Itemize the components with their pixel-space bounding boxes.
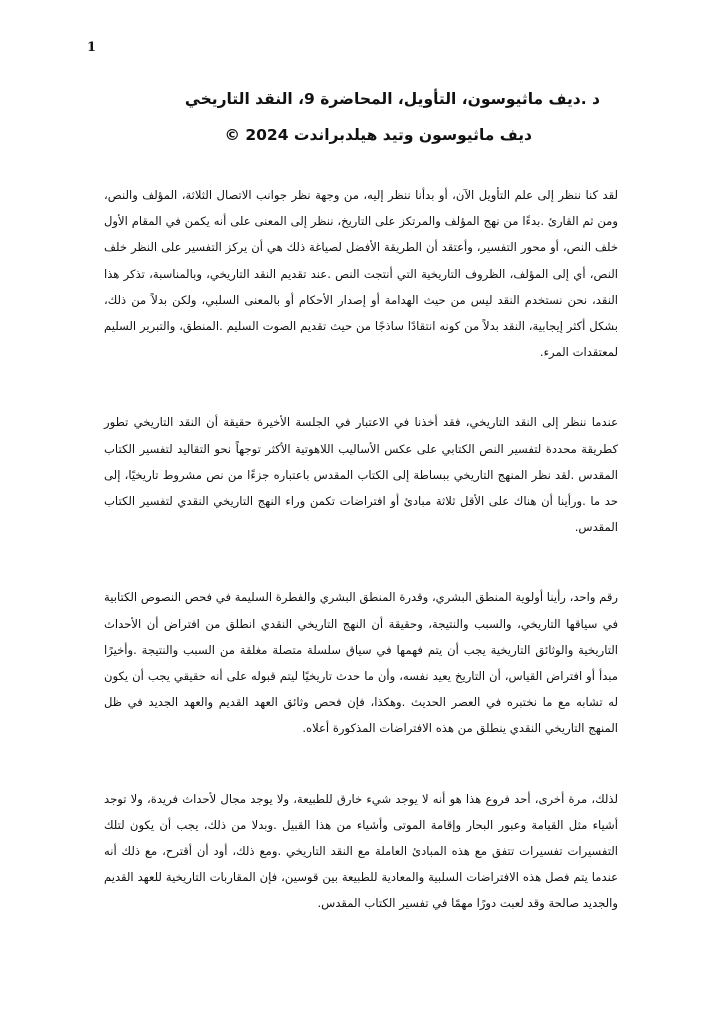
lecture-title: د .ديف ماثيوسون، التأويل، المحاضرة 9، النقد التاريخي [184, 90, 600, 108]
page-number: 1 [87, 40, 97, 55]
document-body [104, 182, 618, 961]
paragraph-1: لقد كنا ننظر إلى علم التأويل الآن، أو بدأنا ننظر إليه، من وجهة نظر جوانب الاتصال الثلاثة، المؤلف والنص، ومن ثم القارئ .بدءًا من نهج المؤلف والمرتكز على التاريخ، ننظر إلى المعنى على أنه يكمن في المقام الأول خلف النص، أو محور التفسير، وأعتقد أن الطريقة الأفضل لصياغة ذلك هي أن يركز التفسير على النظر خلف النص، أي إلى المؤلف، الظروف التاريخية التي أنتجت النص .عند تقديم النقد التاريخي، وبالمناسبة، تذكر هذا النقد، نحن نستخدم النقد ليس من حيث الهدامة أو إصدار الأحكام أو بالمعنى السلبي، ولكن بدلاً من ذلك، بشكل أكثر إيجابية، النقد بدلاً من كونه انتقادًا ساذجًا من حيث تقديم الصوت السليم .المنطق، والتبرير السليم لمعتقدات المرء. [104, 188, 618, 360]
paragraph-4: لذلك، مرة أخرى، أحد فروع هذا هو أنه لا يوجد شيء خارق للطبيعة، ولا يوجد مجال لأحداث فريدة، ولا توجد أشياء مثل القيامة وعبور البحار وإقامة الموتى وأشياء من هذا القبيل .وبدلا من ذلك، يجب أن يكون لتلك التفسيرات تفسيرات تتفق مع هذه المبادئ العاملة مع النقد التاريخي .ومع ذلك، أود أن أقترح، مع ذلك أنه عندما يتم فصل هذه الافتراضات السلبية والمعادية للطبيعة بين قوسين، فإن المقاربات التاريخية للعهد القديم والجديد صالحة وقد لعبت دورًا مهمًا في تفسير الكتاب المقدس. [104, 791, 618, 911]
authors-copyright: ديف ماثيوسون وتيد هيلدبراندت 2024 © [224, 126, 532, 144]
document-header [80, 86, 600, 148]
paragraph-3: رقم واحد، رأينا أولوية المنطق البشري، وقدرة المنطق البشري والفطرة السليمة في فحص النصوص الكتابية في سياقها التاريخي، والسبب والنتيجة، وحقيقة أن النهج التاريخي النقدي انطلق من افتراض أن الأحداث التاريخية والوثائق التاريخية يجب أن يتم فهمها في سياق سلسلة متصلة مغلقة من السبب والنتيجة .وأخيرًا مبدأ أو افتراض القياس، أن التاريخ يعيد نفسه، وأن ما حدث تاريخيًا ليتم قبوله على أنه حقيقي يجب أن يكون له تشابه مع ما نختبره في العصر الحديث .وهكذا، فإن فحص وثائق العهد القديم والعهد الجديد في ظل المنهج التاريخي النقدي ينطلق من هذه الافتراضات المذكورة أعلاه. [104, 590, 618, 736]
paragraph-2: عندما ننظر إلى النقد التاريخي، فقد أخذنا في الاعتبار في الجلسة الأخيرة حقيقة أن النقد التاريخي تطور كطريقة محددة لتفسير النص الكتابي على عكس الأساليب اللاهوتية الأكثر توجهاً نحو التقاليد لتفسير الكتاب المقدس .لقد نظر المنهج التاريخي ببساطة إلى الكتاب المقدس باعتباره جزءًا من نص مشروط تاريخيًا، إلى حد ما .ورأينا أن هناك على الأقل ثلاثة مبادئ أو افتراضات تكمن وراء النهج التاريخي النقدي لتفسير الكتاب المقدس. [104, 415, 618, 535]
